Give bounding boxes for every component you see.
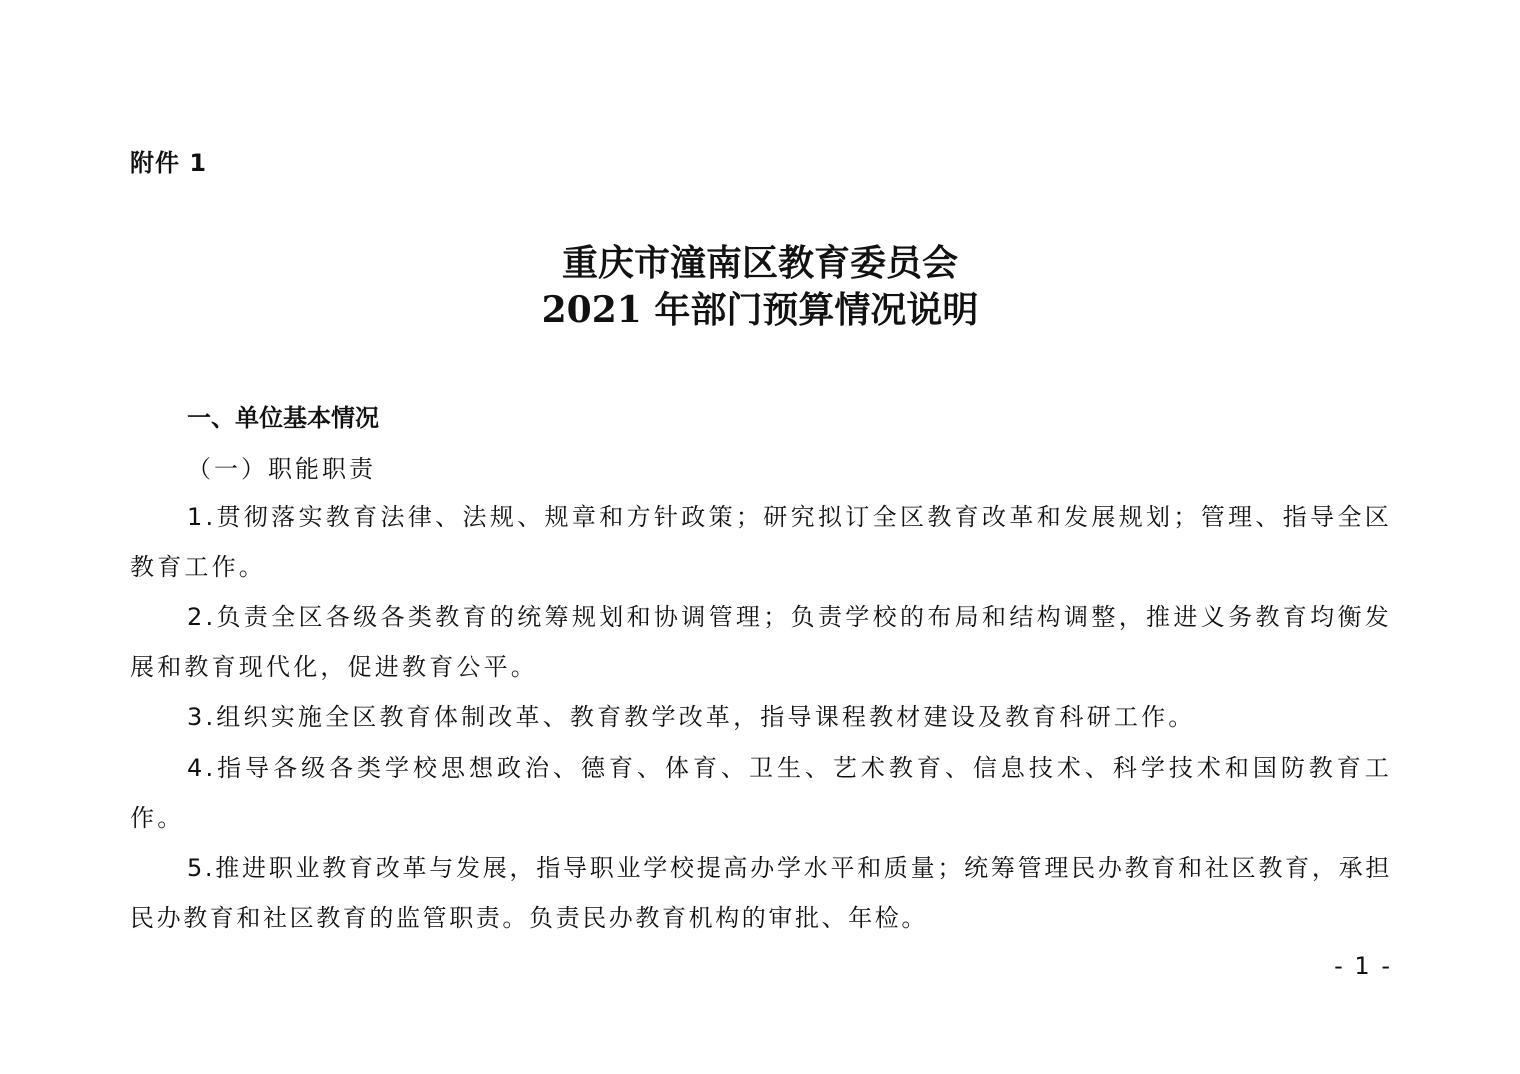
attachment-label: 附件 1 (130, 149, 208, 177)
duty-item-4: 4.指导各级各类学校思想政治、德育、体育、卫生、艺术教育、信息技术、科学技术和国防教育工作。 (130, 754, 1392, 832)
duty-item-2: 2.负责全区各级各类教育的统筹规划和协调管理；负责学校的布局和结构调整，推进义务教育均衡发展和教育现代化，促进教育公平。 (130, 603, 1392, 681)
page-number: - 1 - (1334, 952, 1392, 980)
duty-item-5: 5.推进职业教育改革与发展，指导职业学校提高办学水平和质量；统筹管理民办教育和社区教育，承担民办教育和社区教育的监管职责。负责民办教育机构的审批、年检。 (130, 854, 1392, 932)
section-subheading: （一）职能职责 (187, 455, 376, 483)
duty-item-1: 1.贯彻落实教育法律、法规、规章和方针政策；研究拟订全区教育改革和发展规划；管理、指导全区教育工作。 (130, 503, 1392, 581)
section-heading: 一、单位基本情况 (187, 404, 379, 432)
document-title-line1: 重庆市潼南区教育委员会 (561, 242, 958, 284)
duty-item-3: 3.组织实施全区教育体制改革、教育教学改革，指导课程教材建设及教育科研工作。 (187, 703, 1196, 731)
document-title-line2: 2021 年部门预算情况说明 (541, 289, 979, 331)
